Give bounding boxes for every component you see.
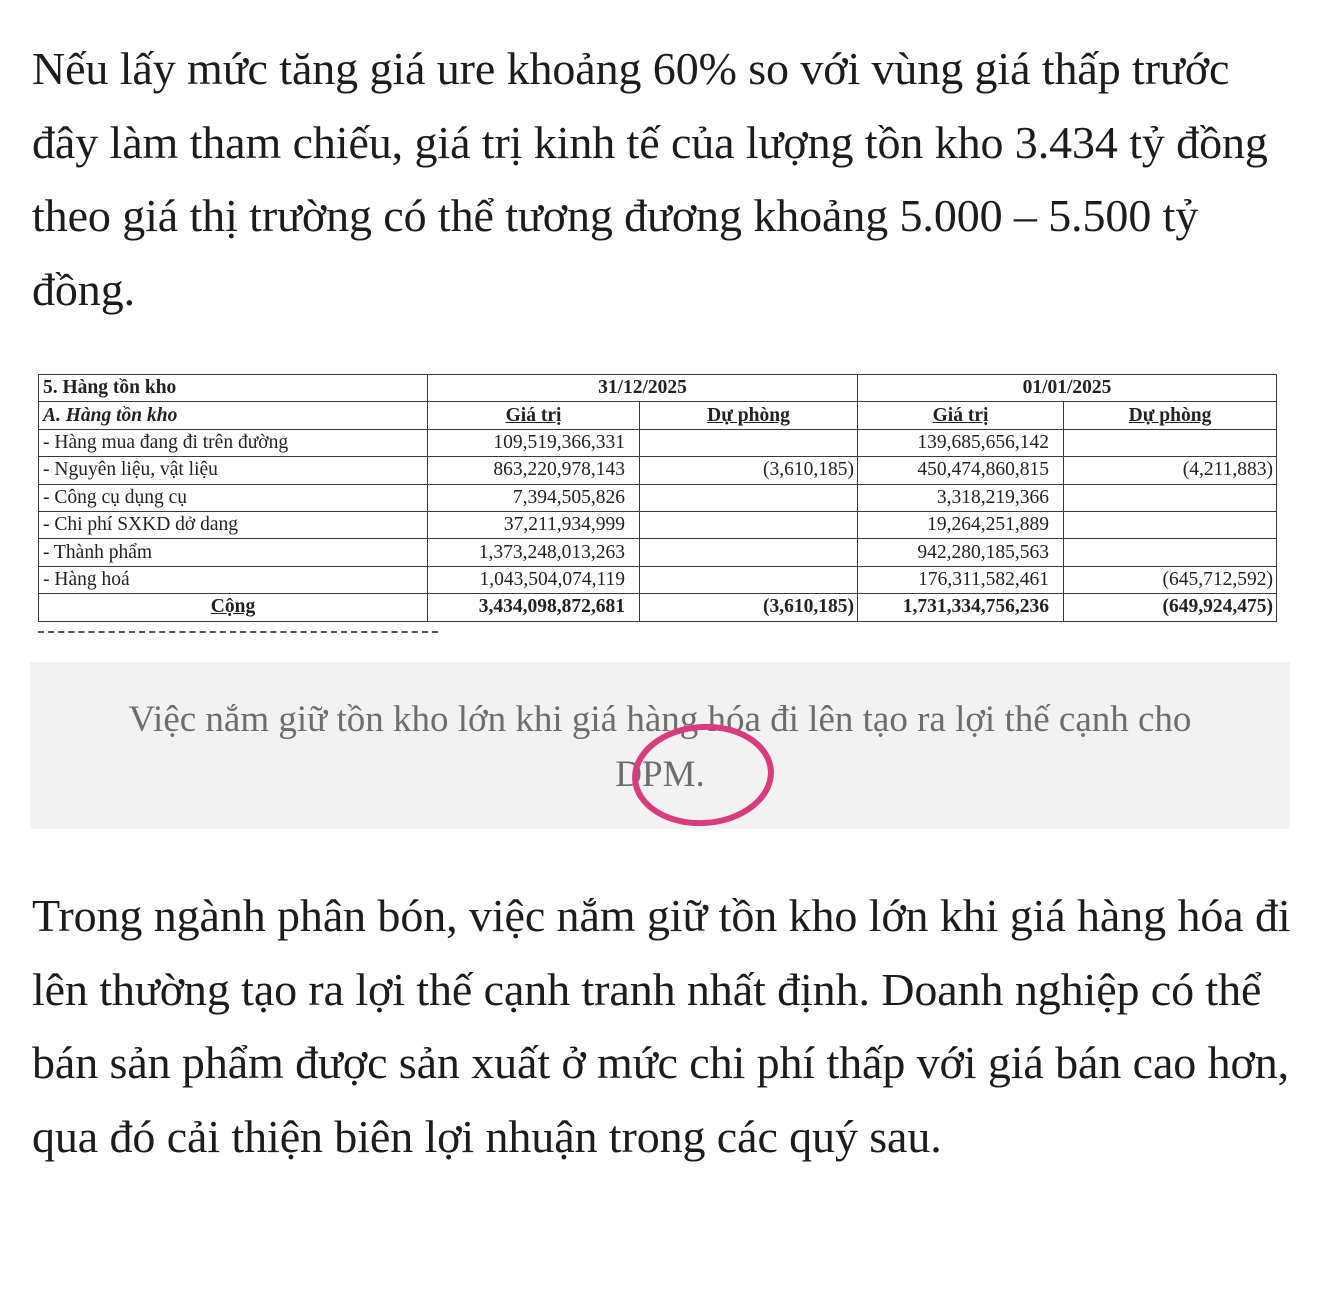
section-title: 5. Hàng tồn kho	[39, 375, 428, 402]
row-provision-1	[640, 429, 858, 456]
table-row	[39, 457, 1277, 484]
row-value-2: 139,685,656,142	[858, 429, 1064, 456]
row-provision-1	[640, 511, 858, 538]
row-provision-2	[1064, 511, 1277, 538]
row-provision-2: (4,211,883)	[1064, 457, 1277, 484]
row-label: - Hàng hoá	[39, 566, 428, 593]
row-provision-2	[1064, 484, 1277, 511]
row-value-1: 1,373,248,013,263	[428, 539, 640, 566]
row-value-2: 176,311,582,461	[858, 566, 1064, 593]
row-provision-2	[1064, 429, 1277, 456]
row-value-2: 450,474,860,815	[858, 457, 1064, 484]
row-label: - Chi phí SXKD dở dang	[39, 511, 428, 538]
row-value-1: 7,394,505,826	[428, 484, 640, 511]
row-provision-2	[1064, 539, 1277, 566]
table-row	[39, 484, 1277, 511]
article-paragraph-1: Nếu lấy mức tăng giá ure khoảng 60% so với vùng giá thấp trước đây làm tham chiếu, giá trị kinh tế của lượng tồn kho 3.434 tỷ đồng theo giá thị trường có thể tương đương khoảng 5.000 – 5.500 tỷ đồng.	[32, 43, 1268, 315]
table-row	[39, 539, 1277, 566]
cropped-next-row	[38, 631, 438, 636]
table-header-row-2	[39, 402, 1277, 429]
subsection-title: A. Hàng tồn kho	[39, 402, 428, 429]
figure-caption: Việc nắm giữ tồn kho lớn khi giá hàng hóa đi lên tạo ra lợi thế cạnh cho DPM.	[128, 699, 1192, 795]
col-value-1: Giá trị	[428, 402, 640, 429]
period-1-header: 31/12/2025	[428, 375, 858, 402]
row-value-1: 109,519,366,331	[428, 429, 640, 456]
total-provision-2: (649,924,475)	[1064, 594, 1277, 621]
table-total-row	[39, 594, 1277, 621]
table-header-row-1	[39, 375, 1277, 402]
row-provision-2: (645,712,592)	[1064, 566, 1277, 593]
period-2-header: 01/01/2025	[858, 375, 1277, 402]
row-provision-1	[640, 566, 858, 593]
row-label: - Nguyên liệu, vật liệu	[39, 457, 428, 484]
table-row	[39, 429, 1277, 456]
col-provision-1: Dự phòng	[640, 402, 858, 429]
total-label: Cộng	[39, 594, 428, 621]
total-provision-1: (3,610,185)	[640, 594, 858, 621]
row-label: - Công cụ dụng cụ	[39, 484, 428, 511]
row-value-2: 942,280,185,563	[858, 539, 1064, 566]
row-value-2: 19,264,251,889	[858, 511, 1064, 538]
row-provision-1	[640, 484, 858, 511]
inventory-table	[38, 374, 1277, 622]
table-row	[39, 511, 1277, 538]
col-provision-2: Dự phòng	[1064, 402, 1277, 429]
row-provision-1: (3,610,185)	[640, 457, 858, 484]
row-value-1: 1,043,504,074,119	[428, 566, 640, 593]
row-provision-1	[640, 539, 858, 566]
total-value-1: 3,434,098,872,681	[428, 594, 640, 621]
row-label: - Thành phẩm	[39, 539, 428, 566]
table-row	[39, 566, 1277, 593]
figure-caption-box	[30, 662, 1290, 829]
article-paragraph-2: Trong ngành phân bón, việc nắm giữ tồn kho lớn khi giá hàng hóa đi lên thường tạo ra lợi thế cạnh tranh nhất định. Doanh nghiệp có thể bán sản phẩm được sản xuất ở mức chi phí thấp với giá bán cao hơn, qua đó cải thiện biên lợi nhuận trong các quý sau.	[32, 890, 1291, 1162]
row-label: - Hàng mua đang đi trên đường	[39, 429, 428, 456]
row-value-1: 37,211,934,999	[428, 511, 640, 538]
inventory-table-image	[38, 374, 1278, 636]
total-value-2: 1,731,334,756,236	[858, 594, 1064, 621]
row-value-2: 3,318,219,366	[858, 484, 1064, 511]
row-value-1: 863,220,978,143	[428, 457, 640, 484]
col-value-2: Giá trị	[858, 402, 1064, 429]
